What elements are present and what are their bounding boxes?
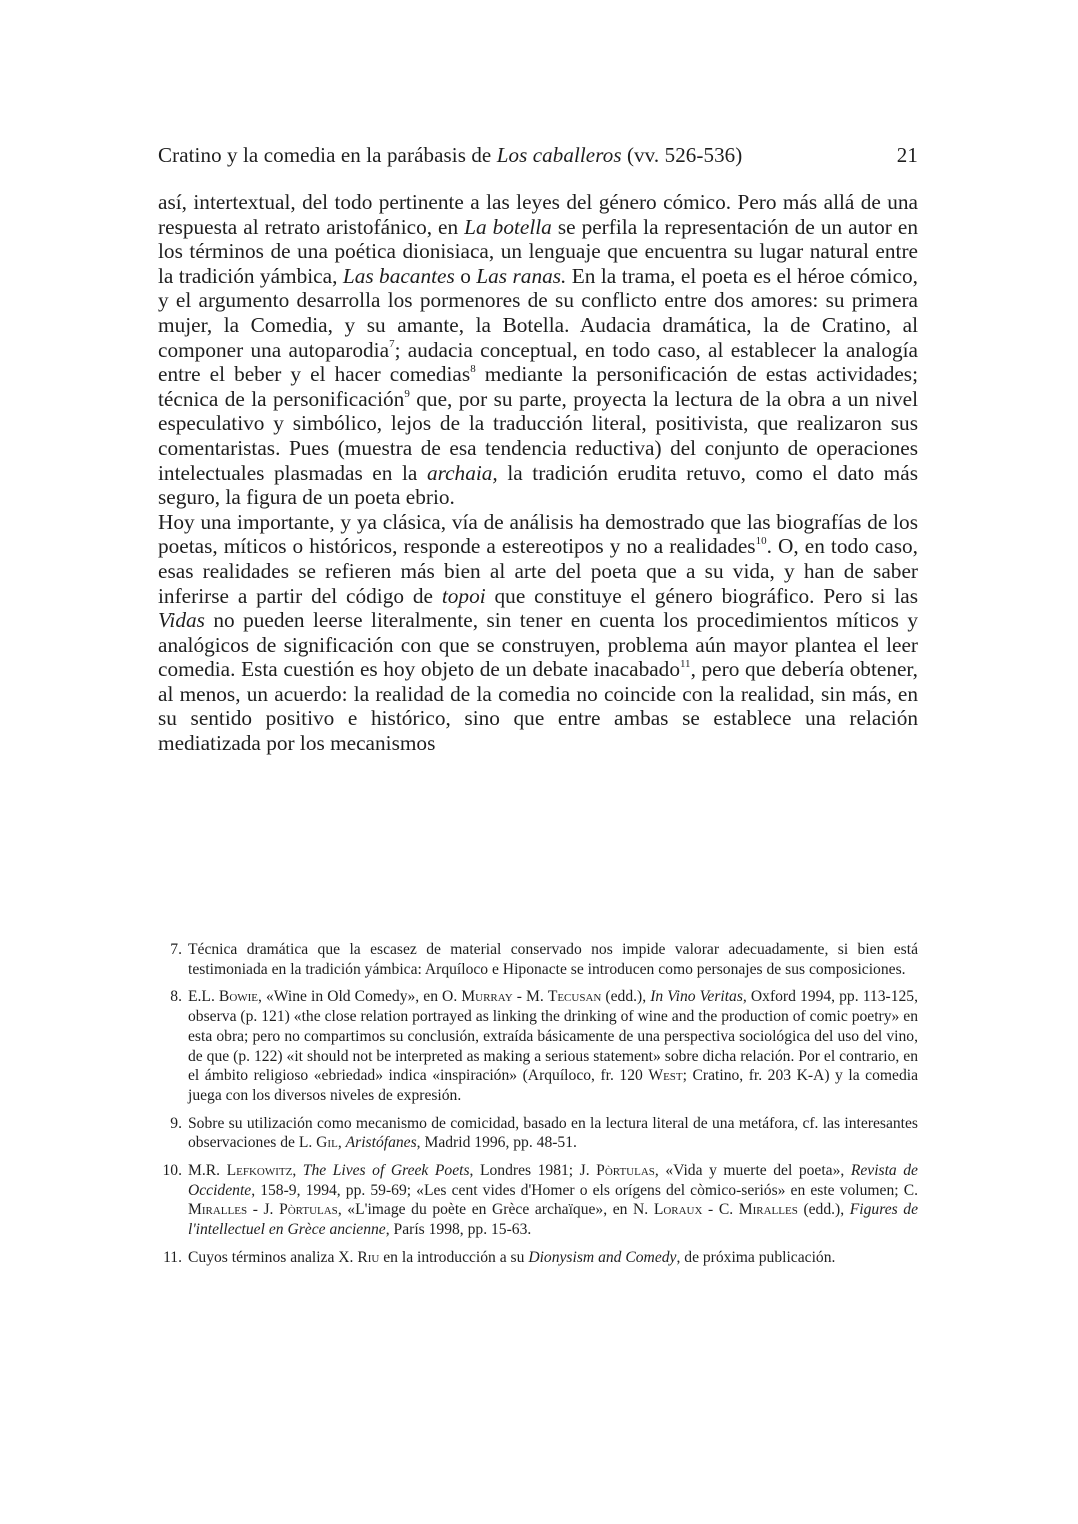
- page-number: 21: [896, 143, 918, 167]
- footnote-number: 10.: [162, 1162, 182, 1180]
- footnote-ref-9[interactable]: 9: [404, 387, 410, 400]
- footnote-ref-7[interactable]: 7: [389, 338, 395, 351]
- running-title: Cratino y la comedia en la parábasis de Los caballeros (vv. 526-536): [158, 143, 743, 167]
- footnote-9: 9. Sobre su utilización como mecanismo de comicidad, basado en la lectura literal de una metáfora, cf. las interesantes observaciones de L. Gil, Aristófanes, Madrid 1996, pp. 48-51.: [158, 1114, 918, 1153]
- footnote-7: 7. Técnica dramática que la escasez de material conservado nos impide valorar adecuadamente, si bien está testimoniada en la tradición yámbica: Arquíloco e Hiponacte se introducen como personajes de sus composiciones.: [158, 940, 918, 979]
- paragraph-2: Hoy una importante, y ya clásica, vía de análisis ha demostrado que las biografías de los poetas, míticos o históricos, responde a estereotipos y no a realidades$^{10}$. O, en todo caso, esas realidades se refieren más bien al arte del poeta que a su vida, y han de saber inferirse a partir del código de topoi que constituye el género biográfico. Pero si las Vidas no pueden leerse literalmente, sin tener en cuenta los procedimientos míticos y analógicos de significación con que se construyen, problema aún mayor plantea el leer comedia. Esta cuestión es hoy objeto de un debate inacabado$^{11}$, pero que debería obtener, al menos, un acuerdo: la realidad de la comedia no coincide con la realidad, sin más, en su sentido positivo e histórico, sino que entre ambas se establece una relación mediatizada por los mecanismos: [158, 509, 918, 756]
- footnote-number: 11.: [163, 1248, 182, 1266]
- footnote-ref-11[interactable]: 11: [679, 658, 691, 671]
- paragraph-1: así, intertextual, del todo pertinente a las leyes del género cómico. Pero más allá de una respuesta al retrato aristofánico, en La botella se perfila la representación de un autor en los términos de una poética dionisiaca, un lenguaje que encuentra su lugar natural entre la tradición yámbica, Las bacantes o Las ranas. En la trama, el poeta es el héroe cómico, y el argumento desarrolla los pormenores de su conflicto entre dos amores: su primera mujer, la Comedia, y su amante, la Botella. Audacia dramática, la de Cratino, al componer una autoparodia$^7$; audacia conceptual, en todo caso, al establecer la analogía entre el beber y el hacer comedias$^8$ mediante la personificación de estas actividades; técnica de la personificación$^9$ que, por su parte, proyecta la lectura de la obra a un nivel especulativo y simbólico, lejos de la traducción literal, positivista, que realizaron sus comentaristas. Pues (muestra de esa tendencia reductiva) del conjunto de operaciones intelectuales plasmadas en la archaia, la tradición erudita retuvo, como el dato más seguro, la figura de un poeta ebrio.: [158, 190, 919, 510]
- footnote-ref-8[interactable]: 8: [470, 363, 476, 376]
- footnote-10: 10. M.R. Lefkowitz, The Lives of Greek Poets, Londres 1981; J. Pòrtulas, «Vida y muerte del poeta», Revista de Occidente, 158-9, 1994, pp. 59-69; «Les cent vides d'Homer o els orígens del còmico-seriós» en este volumen; C. Miralles - J. Pòrtulas, «L'image du poète en Grèce archaïque», en N. Loraux - C. Miralles (edd.), Figures de l'intellectuel en Grèce ancienne, París 1998, pp. 15-63.: [158, 1161, 918, 1240]
- footnote-ref-10[interactable]: 10: [755, 535, 767, 548]
- footnote-number: 8.: [170, 988, 182, 1006]
- footnote-11: 11. Cuyos términos analiza X. Riu en la introducción a su Dionysism and Comedy, de próxima publicación.: [158, 1248, 918, 1268]
- footnote-8: 8. E.L. Bowie, «Wine in Old Comedy», en O. Murray - M. Tecusan (edd.), In Vino Veritas, Oxford 1994, pp. 113-125, observa (p. 121) «the close relation portrayed as linking the drinking of wine and the production of comic poetry» en esta obra; pero no compartimos su conclusión, extraída básicamente de una perspectiva sociológica del uso del vino, de que (p. 122) «it should not be interpreted as making a serious statement» sobre dicha relación. Por el contrario, en el ámbito religioso «ebriedad» indica «inspiración» (Arquíloco, fr. 120 West; Cratino, fr. 203 K-A) y la comedia juega con los diversos niveles de expresión.: [158, 987, 918, 1105]
- work-title: Los caballeros: [496, 143, 622, 167]
- footnotes: [158, 940, 918, 1276]
- footnote-number: 7.: [170, 941, 182, 958]
- main-text: [158, 190, 918, 756]
- footnote-number: 9.: [170, 1114, 182, 1132]
